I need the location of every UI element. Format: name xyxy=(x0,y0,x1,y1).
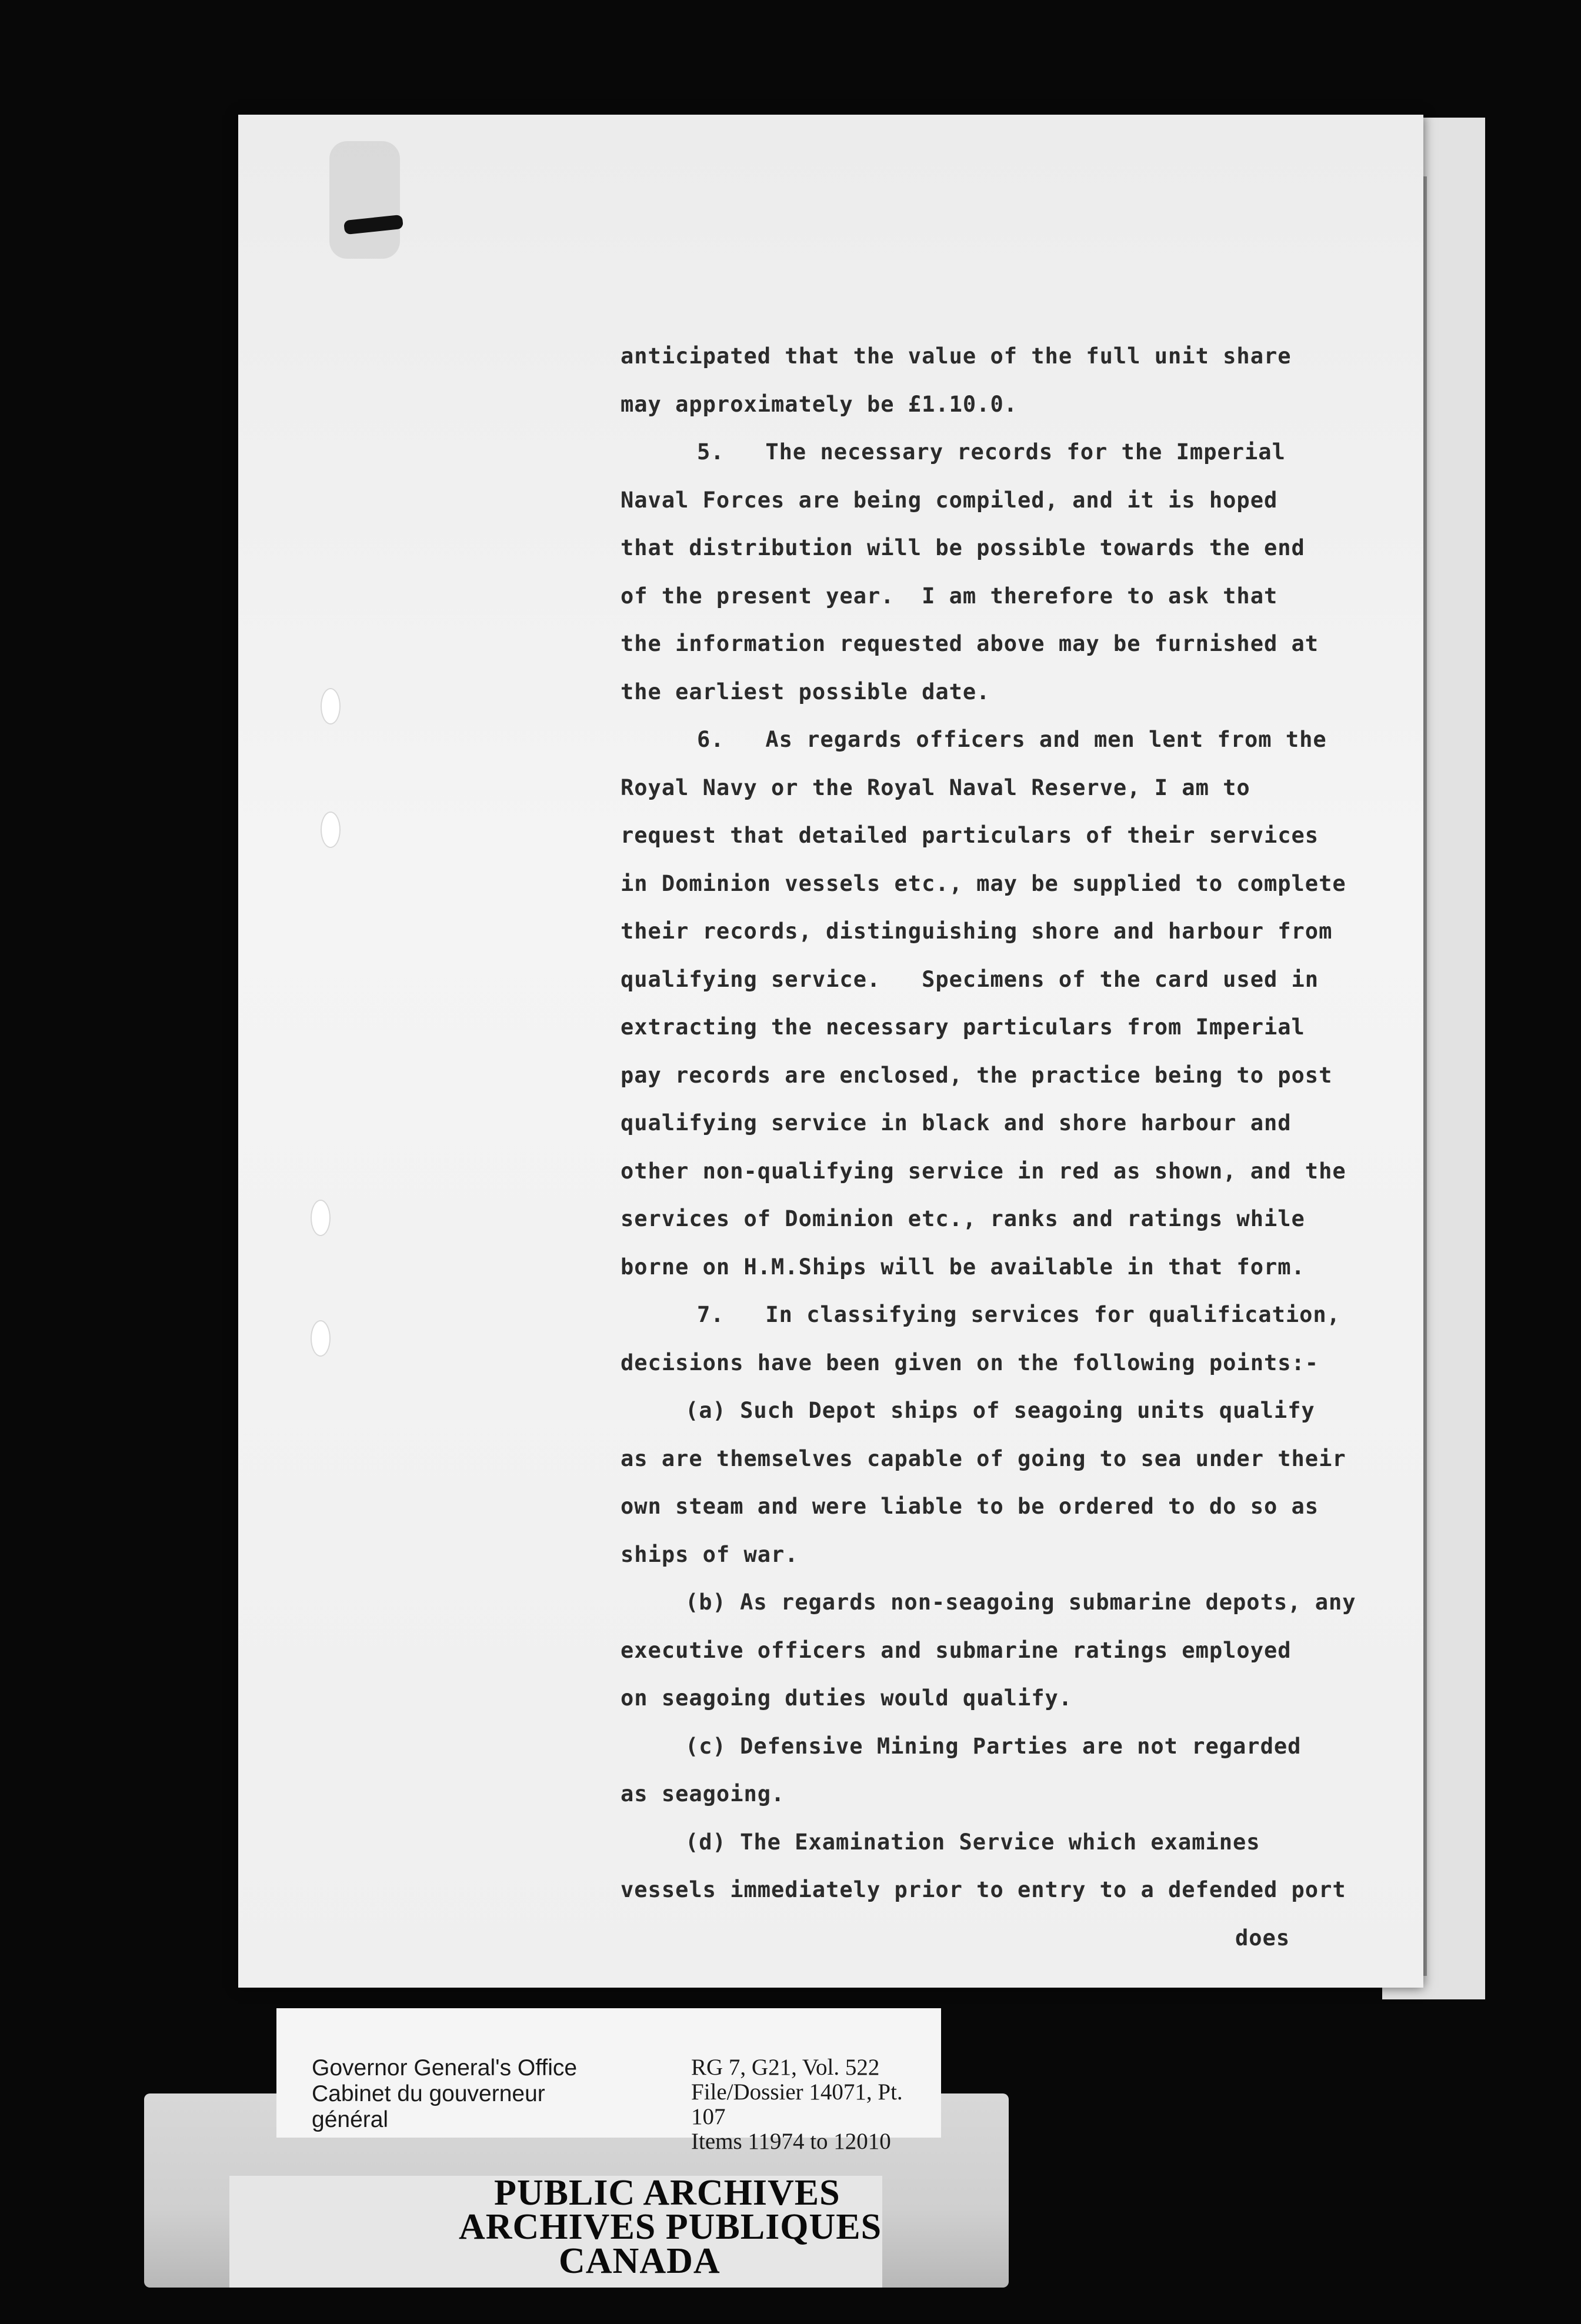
text-line: Royal Navy or the Royal Naval Reserve, I am to xyxy=(621,774,1250,800)
text-line: 7. In classifying services for qualification, xyxy=(697,1302,1340,1327)
text-line: qualifying service. Specimens of the card used in xyxy=(621,966,1319,992)
text-line: request that detailed particulars of their services xyxy=(621,823,1319,848)
typed-letter-body xyxy=(621,332,1403,1962)
office-names xyxy=(312,2055,606,2133)
archive-reference-label xyxy=(276,2008,941,2154)
text-line: services of Dominion etc., ranks and ratings while xyxy=(621,1206,1305,1231)
text-line: extracting the necessary particulars from Imperial xyxy=(621,1014,1305,1040)
text-line: ships of war. xyxy=(621,1541,799,1567)
text-line: on seagoing duties would qualify. xyxy=(621,1685,1073,1711)
text-line: (a) Such Depot ships of seagoing units qualify xyxy=(685,1398,1315,1423)
text-line: Naval Forces are being compiled, and it is hoped xyxy=(621,487,1278,513)
stamp-line-french: ARCHIVES PUBLIQUES xyxy=(459,2207,882,2247)
text-line: of the present year. I am therefore to ask that xyxy=(621,583,1278,609)
stamp-line-english: PUBLIC ARCHIVES xyxy=(494,2173,840,2213)
punch-hole xyxy=(311,1320,331,1357)
page-edge-line xyxy=(1423,176,1427,1976)
text-line: 6. As regards officers and men lent from the xyxy=(697,727,1327,752)
text-line: the information requested above may be furnished at xyxy=(621,631,1319,656)
file-number: File/Dossier 14071, Pt. 107 xyxy=(691,2079,903,2129)
office-english: Governor General's Office xyxy=(312,2055,578,2081)
text-line: borne on H.M.Ships will be available in that form. xyxy=(621,1254,1305,1280)
text-line: decisions have been given on the following points:- xyxy=(621,1350,1319,1375)
stamp-line-country: CANADA xyxy=(559,2241,721,2281)
text-line: anticipated that the value of the full unit share xyxy=(621,343,1292,369)
text-line: the earliest possible date. xyxy=(621,679,990,704)
text-line: their records, distinguishing shore and harbour from xyxy=(621,919,1333,944)
catchword: does xyxy=(1235,1925,1290,1951)
text-line: pay records are enclosed, the practice being to post xyxy=(621,1062,1333,1088)
text-line: qualifying service in black and shore harbour and xyxy=(621,1110,1292,1136)
text-line: own steam and were liable to be ordered to do so as xyxy=(621,1494,1319,1519)
text-line: may approximately be £1.10.0. xyxy=(621,391,1018,417)
text-line: (d) The Examination Service which examines xyxy=(685,1829,1260,1855)
text-line: (c) Defensive Mining Parties are not regarded xyxy=(685,1733,1302,1759)
public-archives-stamp xyxy=(412,2173,941,2281)
clip-shadow xyxy=(329,141,400,259)
punch-hole xyxy=(321,688,341,724)
text-line: as are themselves capable of going to sea under their xyxy=(621,1445,1346,1471)
text-line: other non-qualifying service in red as shown, and the xyxy=(621,1158,1346,1184)
punch-hole xyxy=(321,812,341,848)
office-french: Cabinet du gouverneur général xyxy=(312,2081,545,2132)
text-line: 5. The necessary records for the Imperial xyxy=(697,439,1286,465)
text-line: that distribution will be possible towards the end xyxy=(621,535,1305,560)
text-line: executive officers and submarine ratings employed xyxy=(621,1637,1292,1663)
text-line: in Dominion vessels etc., may be supplied to complete xyxy=(621,870,1346,896)
archive-references xyxy=(691,2055,938,2154)
text-line: (b) As regards non-seagoing submarine depots, any xyxy=(685,1590,1356,1615)
item-range: Items 11974 to 12010 xyxy=(691,2129,891,2154)
record-group: RG 7, G21, Vol. 522 xyxy=(691,2055,880,2080)
punch-hole xyxy=(311,1200,331,1236)
text-line: vessels immediately prior to entry to a defended port xyxy=(621,1877,1346,1902)
text-line: as seagoing. xyxy=(621,1781,785,1807)
